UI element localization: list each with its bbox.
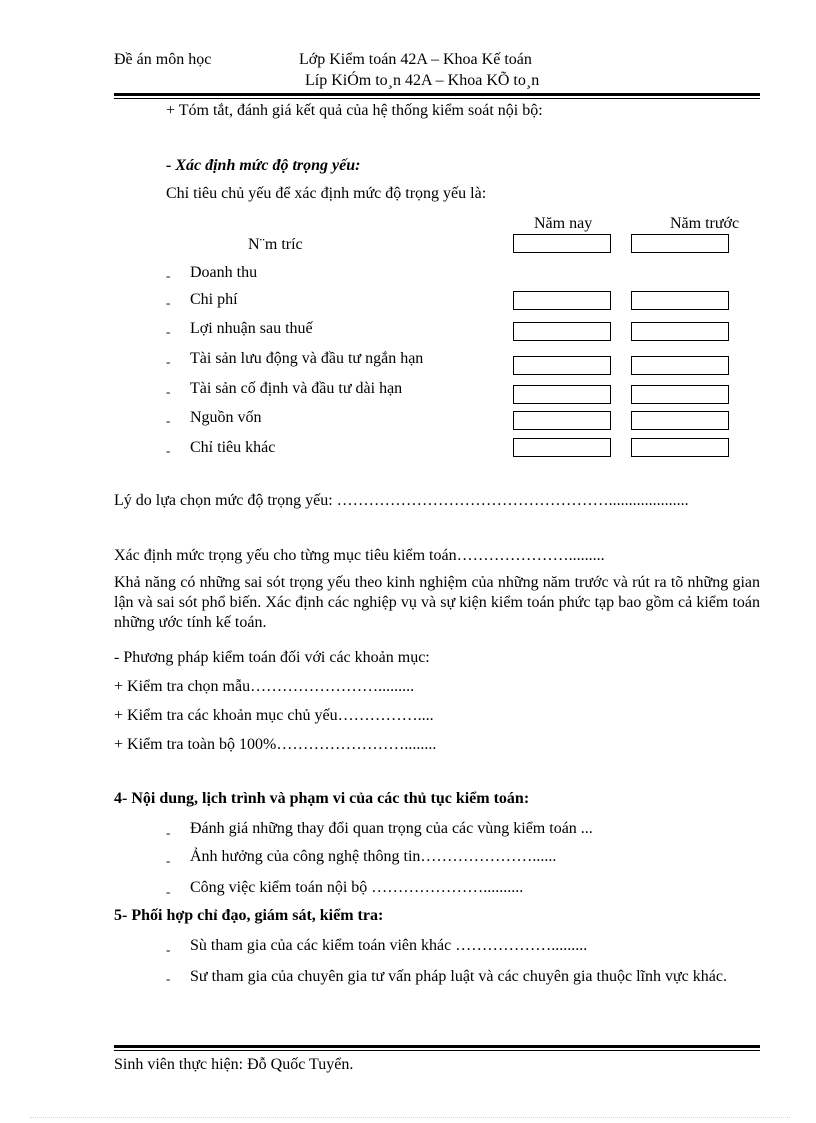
list-bullet: -: [166, 884, 171, 899]
footer-rule-thick: [114, 1045, 760, 1048]
method-line: + Kiểm tra các khoản mục chủ yếu……………....: [114, 707, 434, 724]
risk-paragraph: Khả năng có những sai sót trọng yếu theo kinh nghiệm của những năm trước và rút ra tõ những gian lận và sai sót phổ biến. Xác định các nghiệp vụ và sự kiện kiểm toán phức tạp bao gồm cả kiểm toán những ước tính kế toán.: [114, 574, 760, 631]
list-bullet: -: [166, 971, 171, 986]
list-bullet: -: [166, 384, 171, 399]
materiality-subtitle: Chỉ tiêu chủ yếu để xác định mức độ trọng yếu là:: [166, 185, 487, 202]
header-left: Đề án môn học: [114, 51, 212, 68]
input-box: [631, 385, 729, 404]
list-bullet: -: [166, 443, 171, 458]
section5-title: 5- Phối hợp chỉ đạo, giám sát, kiểm tra:: [114, 907, 384, 924]
method-line: + Kiểm tra chọn mẫu…………………….........: [114, 678, 415, 695]
list-item: Ảnh hưởng của công nghệ thông tin…………………......: [190, 848, 557, 865]
list-bullet: -: [166, 942, 171, 957]
header-rule-thick: [114, 93, 760, 96]
list-item: Đánh giá những thay đổi quan trọng của các vùng kiểm toán ...: [190, 820, 593, 837]
section4-title: 4- Nội dung, lịch trình và phạm vi của các thủ tục kiểm toán:: [114, 790, 530, 807]
input-box: [513, 356, 611, 375]
list-bullet: -: [166, 413, 171, 428]
reason-line: Lý do lựa chọn mức độ trọng yếu: ……………………………………………....................: [114, 492, 689, 509]
col-header-last-year: Năm trước: [670, 215, 740, 232]
input-box: [513, 411, 611, 430]
col-header-this-year: Năm nay: [534, 215, 593, 232]
box-this-year-header: [513, 234, 611, 253]
determine-line: Xác định mức trọng yếu cho từng mục tiêu kiểm toán………………….........: [114, 547, 605, 564]
page-bottom-dotted-border: [30, 1117, 790, 1118]
list-bullet: -: [166, 295, 171, 310]
input-box: [513, 438, 611, 457]
footer-text: Sinh viên thực hiện: Đỗ Quốc Tuyển.: [114, 1056, 354, 1073]
input-box: [631, 438, 729, 457]
materiality-heading: - Xác định mức độ trọng yếu:: [166, 157, 361, 174]
garbled-label: N¨m tríc: [248, 236, 303, 253]
input-box: [513, 291, 611, 310]
input-box: [513, 385, 611, 404]
list-bullet: -: [166, 853, 171, 868]
list-bullet: -: [166, 324, 171, 339]
footer-rule-thin: [114, 1050, 760, 1051]
list-item: Doanh thu: [190, 264, 258, 281]
list-item: Tài sản cố định và đầu tư dài hạn: [190, 380, 403, 397]
list-item: Chi phí: [190, 291, 238, 308]
list-item: Sư tham gia của chuyên gia tư vấn pháp luật và các chuyên gia thuộc lĩnh vực khác.: [190, 968, 727, 985]
header-rule-thin: [114, 98, 760, 99]
input-box: [631, 291, 729, 310]
intro-line: + Tóm tắt, đánh giá kết quả của hệ thống kiểm soát nội bộ:: [166, 102, 543, 119]
input-box: [631, 356, 729, 375]
method-line: + Kiểm tra toàn bộ 100%……………………........: [114, 736, 437, 753]
list-item: Chỉ tiêu khác: [190, 439, 276, 456]
list-item: Tài sản lưu động và đầu tư ngắn hạn: [190, 350, 424, 367]
methods-title: - Phương pháp kiểm toán đối với các khoản mục:: [114, 649, 430, 666]
list-bullet: -: [166, 268, 171, 283]
input-box: [631, 411, 729, 430]
list-item: Nguồn vốn: [190, 409, 262, 426]
list-item: Sù tham gia của các kiểm toán viên khác ……………….........: [190, 937, 588, 954]
box-last-year-header: [631, 234, 729, 253]
input-box: [513, 322, 611, 341]
input-box: [631, 322, 729, 341]
header-center-line1: Lớp Kiểm toán 42A – Khoa Kế toán: [299, 51, 532, 68]
list-item: Lợi nhuận sau thuế: [190, 320, 313, 337]
list-bullet: -: [166, 354, 171, 369]
list-item: Công việc kiểm toán nội bộ …………………..........: [190, 879, 524, 896]
list-bullet: -: [166, 825, 171, 840]
header-center-line2: Líp KiÓm to¸n 42A – Khoa KÕ to¸n: [305, 72, 540, 89]
